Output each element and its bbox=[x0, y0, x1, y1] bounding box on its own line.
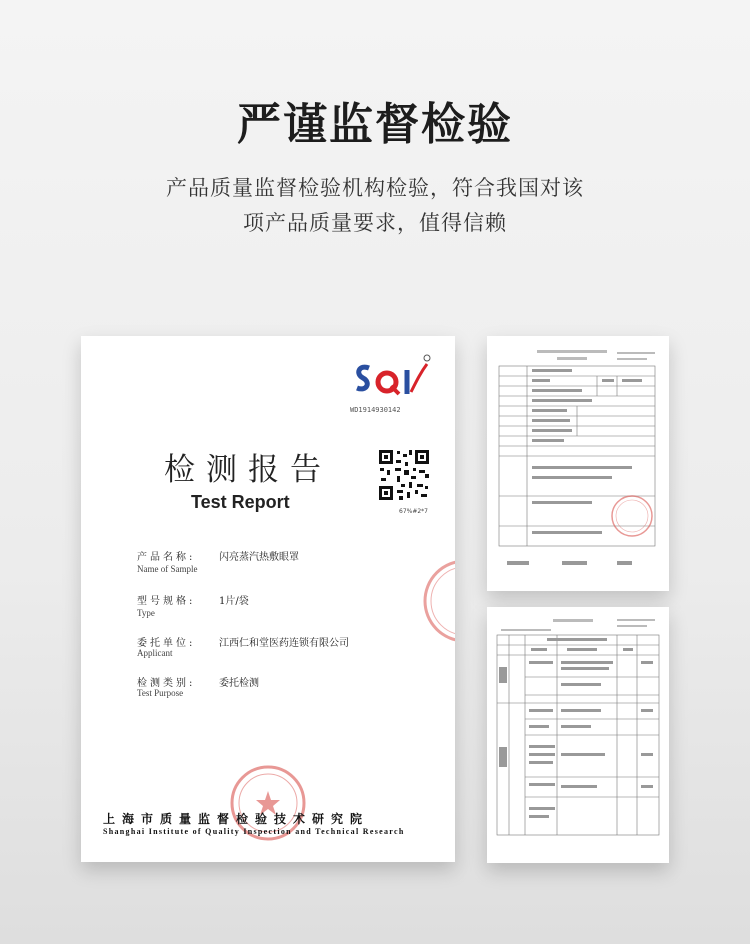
subtitle-line-2: 项产品质量要求，值得信赖 bbox=[243, 211, 507, 235]
issuing-org-name-en: Shanghai Institute of Quality Inspection and Technical Research bbox=[103, 827, 405, 836]
sqi-logo-icon bbox=[351, 350, 433, 402]
field-test-purpose-value: 委托检测 bbox=[219, 678, 259, 689]
report-title-cn: 检测报告 bbox=[164, 452, 332, 488]
issuing-org-name-cn: 上海市质量监督检验技术研究院 bbox=[103, 812, 370, 826]
page-headline: 严谨监督检验 bbox=[237, 99, 513, 150]
report-page-thumbnail-1 bbox=[487, 336, 669, 591]
field-type-value: 1片/袋 bbox=[219, 596, 249, 607]
qr-code-caption: 67%#2*7 bbox=[399, 508, 428, 515]
field-sample-name-label: 产品名称: bbox=[137, 552, 196, 563]
field-test-purpose-label: 检测类别: bbox=[137, 678, 196, 689]
report-page-thumbnail-2 bbox=[487, 607, 669, 863]
field-sample-name-value: 闪亮蒸汽热敷眼罩 bbox=[219, 552, 299, 563]
field-applicant-label: 委托单位: bbox=[137, 638, 196, 649]
report-title-en: Test Report bbox=[191, 492, 290, 512]
report-table-thumbnail-1 bbox=[487, 336, 669, 591]
field-type-label-en: Type bbox=[137, 608, 155, 618]
field-test-purpose-label-en: Test Purpose bbox=[137, 688, 184, 698]
partial-stamp-right-icon bbox=[421, 558, 455, 644]
qr-code-icon bbox=[377, 448, 431, 502]
report-serial-number: WD1914930142 bbox=[350, 406, 401, 414]
field-type-label: 型号规格: bbox=[137, 596, 196, 607]
subtitle-line-1: 产品质量监督检验机构检验，符合我国对该 bbox=[166, 176, 584, 200]
field-applicant-value: 江西仁和堂医药连锁有限公司 bbox=[219, 638, 349, 649]
report-table-thumbnail-2 bbox=[487, 607, 669, 863]
field-sample-name-label-en: Name of Sample bbox=[137, 564, 198, 574]
field-applicant-label-en: Applicant bbox=[137, 648, 173, 658]
test-report-cover bbox=[81, 336, 455, 862]
